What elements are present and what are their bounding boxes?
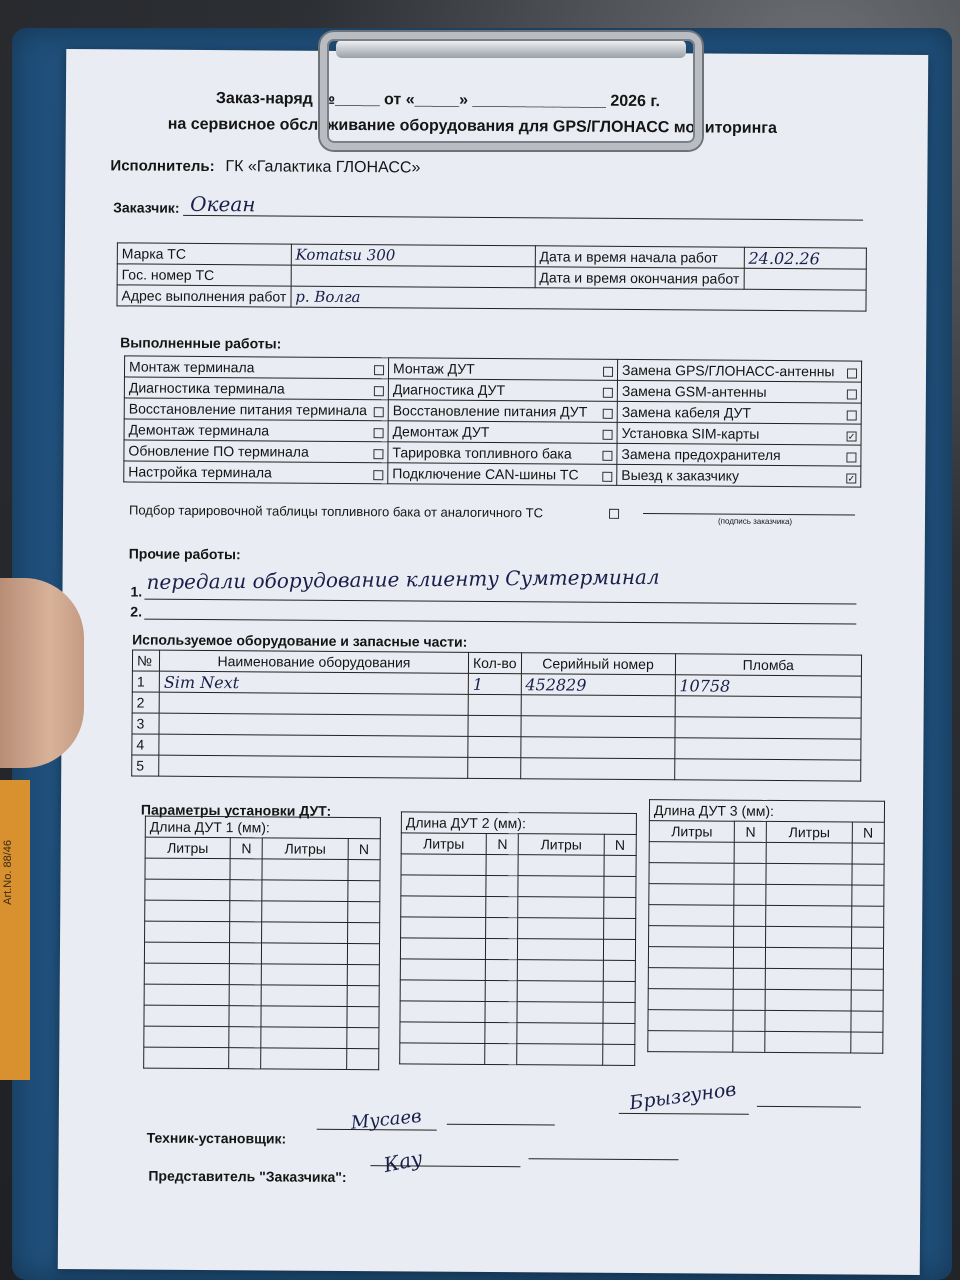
dut-cell[interactable] bbox=[733, 989, 766, 1010]
dut-row bbox=[144, 1047, 379, 1070]
dut-cell[interactable] bbox=[649, 863, 734, 885]
dut-cell[interactable] bbox=[851, 927, 884, 948]
tech-sign-line-2 bbox=[447, 1124, 555, 1126]
dut-cell[interactable] bbox=[852, 864, 885, 885]
dut-cell[interactable] bbox=[401, 854, 486, 876]
work-item-checkbox[interactable] bbox=[602, 472, 612, 482]
work-item-checkbox[interactable] bbox=[374, 386, 384, 396]
work-item-label: Замена GSM-антенны bbox=[621, 382, 767, 400]
works-table bbox=[123, 355, 862, 487]
plate-label: Гос. номер ТС bbox=[117, 264, 291, 286]
work-item-checkbox[interactable]: ✓ bbox=[847, 431, 856, 442]
dut-cell[interactable] bbox=[229, 985, 262, 1006]
dut-cell[interactable] bbox=[262, 964, 347, 986]
equipment-cell: 452829 bbox=[521, 674, 675, 696]
equipment-cell bbox=[520, 758, 674, 780]
signature-caption: (подпись заказчика) bbox=[717, 516, 793, 527]
work-item-label: Диагностика терминала bbox=[128, 379, 285, 397]
executor-label: Исполнитель: bbox=[110, 157, 215, 176]
dut-cell[interactable] bbox=[347, 985, 380, 1006]
thumb bbox=[0, 578, 84, 768]
dut-table-1 bbox=[143, 816, 381, 1071]
work-item-checkbox[interactable] bbox=[373, 470, 383, 480]
other-item-1-text: передали оборудование клиенту Сумтерминал bbox=[146, 564, 660, 595]
title-line-2: на сервисное обслуживание оборудования для GPS/ГЛОНАСС мониторинга bbox=[167, 115, 777, 137]
dut-cell[interactable] bbox=[517, 1023, 602, 1045]
work-item-checkbox[interactable] bbox=[847, 368, 857, 378]
equipment-title: Используемое оборудование и запасные части: bbox=[132, 631, 468, 650]
equipment-cell bbox=[159, 692, 468, 715]
dut-row bbox=[649, 884, 884, 907]
dut-cell[interactable] bbox=[603, 897, 636, 918]
dut-cell[interactable] bbox=[518, 876, 603, 898]
dut-cell[interactable] bbox=[400, 959, 485, 981]
dut-cell[interactable] bbox=[145, 879, 230, 901]
dut-cell[interactable] bbox=[347, 943, 380, 964]
work-item-label: Монтаж ДУТ bbox=[392, 360, 475, 377]
dut-row bbox=[145, 879, 380, 902]
dut-cell[interactable] bbox=[851, 906, 884, 927]
dut-cell[interactable] bbox=[144, 942, 229, 964]
dut-col-header: Литры bbox=[649, 821, 734, 843]
equipment-cell: 1 bbox=[468, 673, 521, 694]
dut-row bbox=[401, 854, 636, 877]
equipment-cell bbox=[521, 695, 675, 717]
dut-cell[interactable] bbox=[733, 1010, 766, 1031]
work-item-label: Монтаж терминала bbox=[128, 358, 255, 376]
other-item-2-line bbox=[144, 619, 856, 625]
work-item-label: Настройка терминала bbox=[128, 463, 272, 481]
dut-cell[interactable] bbox=[485, 980, 518, 1001]
dut-cell[interactable] bbox=[401, 896, 486, 918]
dut-cell[interactable] bbox=[348, 859, 381, 880]
executor-value: ГК «Галактика ГЛОНАСС» bbox=[225, 158, 421, 177]
dut-cell[interactable] bbox=[648, 989, 733, 1011]
dut-cell[interactable] bbox=[400, 1043, 485, 1065]
dut-cell[interactable] bbox=[400, 1022, 485, 1044]
dut-cell[interactable] bbox=[400, 938, 485, 960]
equipment-cell: Sim Next bbox=[159, 671, 468, 694]
vehicle-table bbox=[116, 242, 866, 311]
dut-cell[interactable] bbox=[518, 960, 603, 982]
work-item-label: Обновление ПО терминала bbox=[128, 442, 309, 460]
customer-value: Океан bbox=[190, 191, 256, 217]
eq-header-serial: Серийный номер bbox=[521, 653, 675, 675]
dut-col-header: N bbox=[348, 838, 381, 859]
dut-cell[interactable] bbox=[145, 921, 230, 943]
dut-cell[interactable] bbox=[734, 842, 767, 863]
pencil-label: Art.No. 88/46 bbox=[2, 840, 14, 905]
dut-cell[interactable] bbox=[518, 918, 603, 940]
work-item-label: Выезд к заказчику bbox=[621, 466, 740, 484]
dut-col-header: Литры bbox=[145, 837, 230, 859]
dut-row bbox=[144, 1026, 379, 1049]
dut-cell[interactable] bbox=[733, 1031, 766, 1052]
dut-row bbox=[649, 905, 884, 928]
dut-cell[interactable] bbox=[261, 1006, 346, 1028]
dut-cell[interactable] bbox=[229, 943, 262, 964]
dut-cell[interactable] bbox=[518, 939, 603, 961]
dut-row bbox=[401, 896, 636, 919]
work-item-label: Подключение CAN-шины ТС bbox=[392, 465, 579, 483]
dut-cell[interactable] bbox=[262, 985, 347, 1007]
start-label: Дата и время начала работ bbox=[535, 246, 744, 268]
work-item-checkbox[interactable] bbox=[847, 389, 857, 399]
dut-cell[interactable] bbox=[144, 1026, 229, 1048]
end-label: Дата и время окончания работ bbox=[535, 267, 744, 289]
dut-row bbox=[144, 1005, 379, 1028]
dut-row bbox=[144, 942, 379, 965]
works-row bbox=[124, 461, 861, 487]
address-value: р. Волга bbox=[295, 287, 361, 307]
dut-cell[interactable] bbox=[486, 896, 519, 917]
title-line-1: Заказ-наряд №_____ от «_____» _______________ 2026 г. bbox=[215, 90, 660, 111]
dut-cell[interactable] bbox=[229, 1006, 262, 1027]
work-item-label: Замена GPS/ГЛОНАСС-антенны bbox=[621, 361, 835, 380]
eq-header-num: № bbox=[132, 650, 159, 671]
dut-row bbox=[400, 938, 635, 961]
dut-cell[interactable] bbox=[851, 969, 884, 990]
dut-cell[interactable] bbox=[518, 981, 603, 1003]
other-item-1-num: 1. bbox=[130, 583, 143, 600]
equipment-cell bbox=[520, 737, 674, 759]
dut-cell[interactable] bbox=[262, 922, 347, 944]
work-item-label: Восстановление питания ДУТ bbox=[392, 402, 588, 420]
dut-cell[interactable] bbox=[485, 1022, 518, 1043]
dut-cell[interactable] bbox=[144, 1005, 229, 1027]
equipment-cell: 2 bbox=[132, 692, 159, 713]
dut-row bbox=[648, 1031, 883, 1054]
dut-table-title: Длина ДУТ 1 (мм): bbox=[145, 816, 380, 839]
dut-cell[interactable] bbox=[851, 990, 884, 1011]
equipment-cell: 3 bbox=[132, 713, 159, 734]
metal-clip bbox=[320, 32, 702, 150]
pencil bbox=[0, 780, 30, 1080]
work-item-checkbox[interactable] bbox=[847, 410, 857, 420]
works-title: Выполненные работы: bbox=[120, 334, 282, 352]
work-item-label: Демонтаж терминала bbox=[128, 421, 270, 439]
dut-cell[interactable] bbox=[733, 968, 766, 989]
equipment-cell: 5 bbox=[132, 755, 159, 776]
dut-cell[interactable] bbox=[262, 901, 347, 923]
dut-cell[interactable] bbox=[766, 968, 851, 990]
dut-cell[interactable] bbox=[485, 1001, 518, 1022]
tech-sign-line-3 bbox=[619, 1113, 749, 1115]
dut-row bbox=[400, 1043, 635, 1066]
dut-cell[interactable] bbox=[518, 897, 603, 919]
dut-cell[interactable] bbox=[850, 1032, 883, 1053]
other-works-title: Прочие работы: bbox=[128, 545, 241, 563]
dut-cell[interactable] bbox=[401, 875, 486, 897]
dut-cell[interactable] bbox=[347, 1006, 380, 1027]
dut-cell[interactable] bbox=[400, 1001, 485, 1023]
dut-cell[interactable] bbox=[230, 901, 263, 922]
work-item-checkbox[interactable] bbox=[374, 365, 384, 375]
dut-cell[interactable] bbox=[145, 900, 230, 922]
dut-cell[interactable] bbox=[766, 884, 851, 906]
equipment-cell bbox=[674, 759, 861, 781]
dut-col-header: Литры bbox=[767, 821, 852, 843]
work-item-checkbox[interactable] bbox=[846, 452, 856, 462]
dut-cell[interactable] bbox=[486, 854, 519, 875]
dut-cell[interactable] bbox=[347, 964, 380, 985]
dut-row bbox=[144, 963, 379, 986]
dut-cell[interactable] bbox=[144, 984, 229, 1006]
dut-cell[interactable] bbox=[766, 989, 851, 1011]
equipment-cell bbox=[159, 713, 468, 736]
eq-header-seal: Пломба bbox=[675, 654, 862, 676]
dut-cell[interactable] bbox=[603, 960, 636, 981]
dut-row bbox=[648, 989, 883, 1012]
equipment-cell: 4 bbox=[132, 734, 159, 755]
dut-cell[interactable] bbox=[648, 947, 733, 969]
dut-cell[interactable] bbox=[230, 859, 263, 880]
dut-cell[interactable] bbox=[262, 859, 347, 881]
dut-cell[interactable] bbox=[602, 1023, 635, 1044]
dut-cell[interactable] bbox=[144, 963, 229, 985]
equipment-cell: 1 bbox=[132, 671, 159, 692]
dut-cell[interactable] bbox=[765, 1010, 850, 1032]
work-item-label: Тарировка топливного бака bbox=[392, 444, 572, 462]
equipment-table bbox=[131, 649, 862, 781]
dut-cell[interactable] bbox=[347, 901, 380, 922]
dut-row bbox=[649, 863, 884, 886]
customer-signature-line bbox=[643, 513, 855, 515]
dut-cell[interactable] bbox=[485, 959, 518, 980]
equipment-cell bbox=[521, 716, 675, 738]
customer-line bbox=[183, 215, 863, 221]
dut-row bbox=[648, 947, 883, 970]
work-item-checkbox[interactable]: ✓ bbox=[847, 473, 856, 484]
dut-cell[interactable] bbox=[649, 884, 734, 906]
equipment-cell bbox=[159, 734, 468, 757]
tech-sign-line-4 bbox=[757, 1106, 861, 1108]
dut-cell[interactable] bbox=[144, 1047, 229, 1069]
dut-table-title: Длина ДУТ 3 (мм): bbox=[649, 800, 884, 823]
dut-cell[interactable] bbox=[486, 875, 519, 896]
work-order-sheet bbox=[58, 49, 928, 1275]
work-item-checkbox[interactable] bbox=[374, 428, 384, 438]
dut-cell[interactable] bbox=[603, 981, 636, 1002]
dut-col-header: N bbox=[230, 838, 263, 859]
dut-row bbox=[400, 1022, 635, 1045]
dut-cell[interactable] bbox=[347, 880, 380, 901]
dut-cell[interactable] bbox=[229, 1048, 262, 1069]
plate-value bbox=[291, 265, 535, 288]
tech-label: Техник-установщик: bbox=[146, 1129, 287, 1147]
end-value bbox=[744, 268, 866, 290]
work-item-label: Замена предохранителя bbox=[621, 445, 781, 464]
tech-signature-1: Мусаев bbox=[349, 1105, 423, 1134]
work-item-checkbox[interactable] bbox=[603, 409, 613, 419]
dut-row bbox=[144, 984, 379, 1007]
dut-cell[interactable] bbox=[648, 968, 733, 990]
customer-label: Заказчик: bbox=[113, 199, 180, 216]
dut-row bbox=[648, 968, 883, 991]
address-label: Адрес выполнения работ bbox=[117, 285, 291, 307]
dut-cell[interactable] bbox=[734, 926, 767, 947]
dut-cell[interactable] bbox=[766, 947, 851, 969]
dut-cell[interactable] bbox=[347, 922, 380, 943]
rep-sign-line-2 bbox=[529, 1158, 679, 1160]
work-item-checkbox[interactable] bbox=[603, 388, 613, 398]
dut-row bbox=[145, 921, 380, 944]
dut-cell[interactable] bbox=[486, 938, 519, 959]
dut-col-header: N bbox=[604, 834, 637, 855]
dut-cell[interactable] bbox=[230, 922, 263, 943]
equipment-cell bbox=[675, 717, 862, 739]
dut-cell[interactable] bbox=[602, 1044, 635, 1065]
equipment-cell bbox=[468, 757, 521, 778]
dut-cell[interactable] bbox=[517, 1044, 602, 1066]
dut-cell[interactable] bbox=[517, 1002, 602, 1024]
equipment-cell bbox=[674, 738, 861, 760]
dut-row bbox=[400, 1001, 635, 1024]
calibration-checkbox bbox=[609, 509, 619, 519]
work-item-checkbox[interactable] bbox=[374, 407, 384, 417]
dut-row bbox=[401, 917, 636, 940]
dut-cell[interactable] bbox=[603, 939, 636, 960]
equipment-row bbox=[132, 755, 861, 781]
calibration-text: Подбор тарировочной таблицы топливного бака от аналогичного ТС bbox=[129, 502, 544, 521]
work-item-label: Диагностика ДУТ bbox=[392, 381, 506, 399]
dut-cell[interactable] bbox=[648, 1031, 733, 1053]
equipment-cell bbox=[468, 736, 521, 757]
dut-cell[interactable] bbox=[229, 1027, 262, 1048]
dut-row bbox=[648, 1010, 883, 1033]
dut-cell[interactable] bbox=[262, 943, 347, 965]
work-item-checkbox[interactable] bbox=[603, 367, 613, 377]
dut-cell[interactable] bbox=[649, 926, 734, 948]
equipment-cell bbox=[159, 755, 468, 778]
dut-col-header: Литры bbox=[519, 834, 604, 856]
dut-col-header: N bbox=[852, 822, 885, 843]
dut-cell[interactable] bbox=[852, 843, 885, 864]
dut-cell[interactable] bbox=[486, 917, 519, 938]
dut-cell[interactable] bbox=[518, 855, 603, 877]
dut-cell[interactable] bbox=[603, 918, 636, 939]
dut-row bbox=[145, 900, 380, 923]
dut-cell[interactable] bbox=[734, 863, 767, 884]
dut-title: Параметры установки ДУТ: bbox=[140, 801, 332, 819]
other-item-2-num: 2. bbox=[130, 603, 143, 620]
dut-row bbox=[400, 980, 635, 1003]
dut-cell[interactable] bbox=[401, 917, 486, 939]
dut-cell[interactable] bbox=[485, 1043, 518, 1064]
dut-cell[interactable] bbox=[734, 905, 767, 926]
start-value: 24.02.26 bbox=[748, 248, 820, 268]
work-item-checkbox[interactable] bbox=[603, 430, 613, 440]
dut-col-header: N bbox=[486, 833, 519, 854]
dut-row bbox=[145, 858, 380, 881]
brand-value: Komatsu 300 bbox=[295, 245, 396, 265]
dut-cell[interactable] bbox=[603, 1002, 636, 1023]
dut-row bbox=[400, 959, 635, 982]
rep-signature: Кау bbox=[381, 1145, 425, 1178]
eq-header-name: Наименование оборудования bbox=[159, 650, 468, 673]
dut-col-header: N bbox=[734, 821, 767, 842]
dut-cell[interactable] bbox=[261, 1027, 346, 1049]
dut-cell[interactable] bbox=[230, 880, 263, 901]
work-item-checkbox[interactable] bbox=[602, 451, 612, 461]
dut-cell[interactable] bbox=[603, 876, 636, 897]
dut-row bbox=[401, 875, 636, 898]
dut-cell[interactable] bbox=[400, 980, 485, 1002]
dut-table-2 bbox=[399, 811, 637, 1066]
dut-cell[interactable] bbox=[649, 842, 734, 864]
dut-cell[interactable] bbox=[346, 1027, 379, 1048]
dut-row bbox=[649, 926, 884, 949]
dut-cell[interactable] bbox=[765, 1031, 850, 1053]
dut-cell[interactable] bbox=[604, 855, 637, 876]
equipment-cell bbox=[468, 715, 521, 736]
work-item-label: Демонтаж ДУТ bbox=[392, 423, 490, 440]
dut-cell[interactable] bbox=[649, 905, 734, 927]
equipment-cell bbox=[675, 696, 862, 718]
dut-cell[interactable] bbox=[766, 926, 851, 948]
eq-header-qty: Кол-во bbox=[468, 652, 521, 673]
dut-cell[interactable] bbox=[851, 885, 884, 906]
dut-row bbox=[649, 842, 884, 865]
work-item-label: Установка SIM-карты bbox=[621, 424, 760, 442]
dut-cell[interactable] bbox=[733, 947, 766, 968]
work-item-checkbox[interactable] bbox=[373, 449, 383, 459]
dut-cell[interactable] bbox=[767, 842, 852, 864]
dut-table-title: Длина ДУТ 2 (мм): bbox=[401, 812, 636, 835]
equipment-cell: 10758 bbox=[675, 675, 862, 697]
rep-label: Представитель "Заказчика": bbox=[148, 1167, 347, 1185]
dut-table-3 bbox=[647, 799, 885, 1054]
other-item-1-line bbox=[144, 599, 856, 605]
dut-cell[interactable] bbox=[734, 884, 767, 905]
dut-cell[interactable] bbox=[766, 863, 851, 885]
dut-cell[interactable] bbox=[229, 964, 262, 985]
work-item-label: Замена кабеля ДУТ bbox=[621, 403, 751, 421]
dut-cell[interactable] bbox=[648, 1010, 733, 1032]
dut-cell[interactable] bbox=[145, 858, 230, 880]
dut-cell[interactable] bbox=[346, 1048, 379, 1069]
tech-signature-2: Брызгунов bbox=[627, 1078, 738, 1115]
dut-cell[interactable] bbox=[851, 1011, 884, 1032]
brand-label: Марка ТС bbox=[117, 243, 291, 265]
work-item-label: Восстановление питания терминала bbox=[128, 400, 368, 419]
dut-col-header: Литры bbox=[263, 838, 348, 860]
dut-cell[interactable] bbox=[766, 905, 851, 927]
equipment-cell bbox=[468, 694, 521, 715]
dut-col-header: Литры bbox=[401, 833, 486, 855]
dut-cell[interactable] bbox=[261, 1048, 346, 1070]
dut-cell[interactable] bbox=[851, 948, 884, 969]
dut-cell[interactable] bbox=[262, 880, 347, 902]
